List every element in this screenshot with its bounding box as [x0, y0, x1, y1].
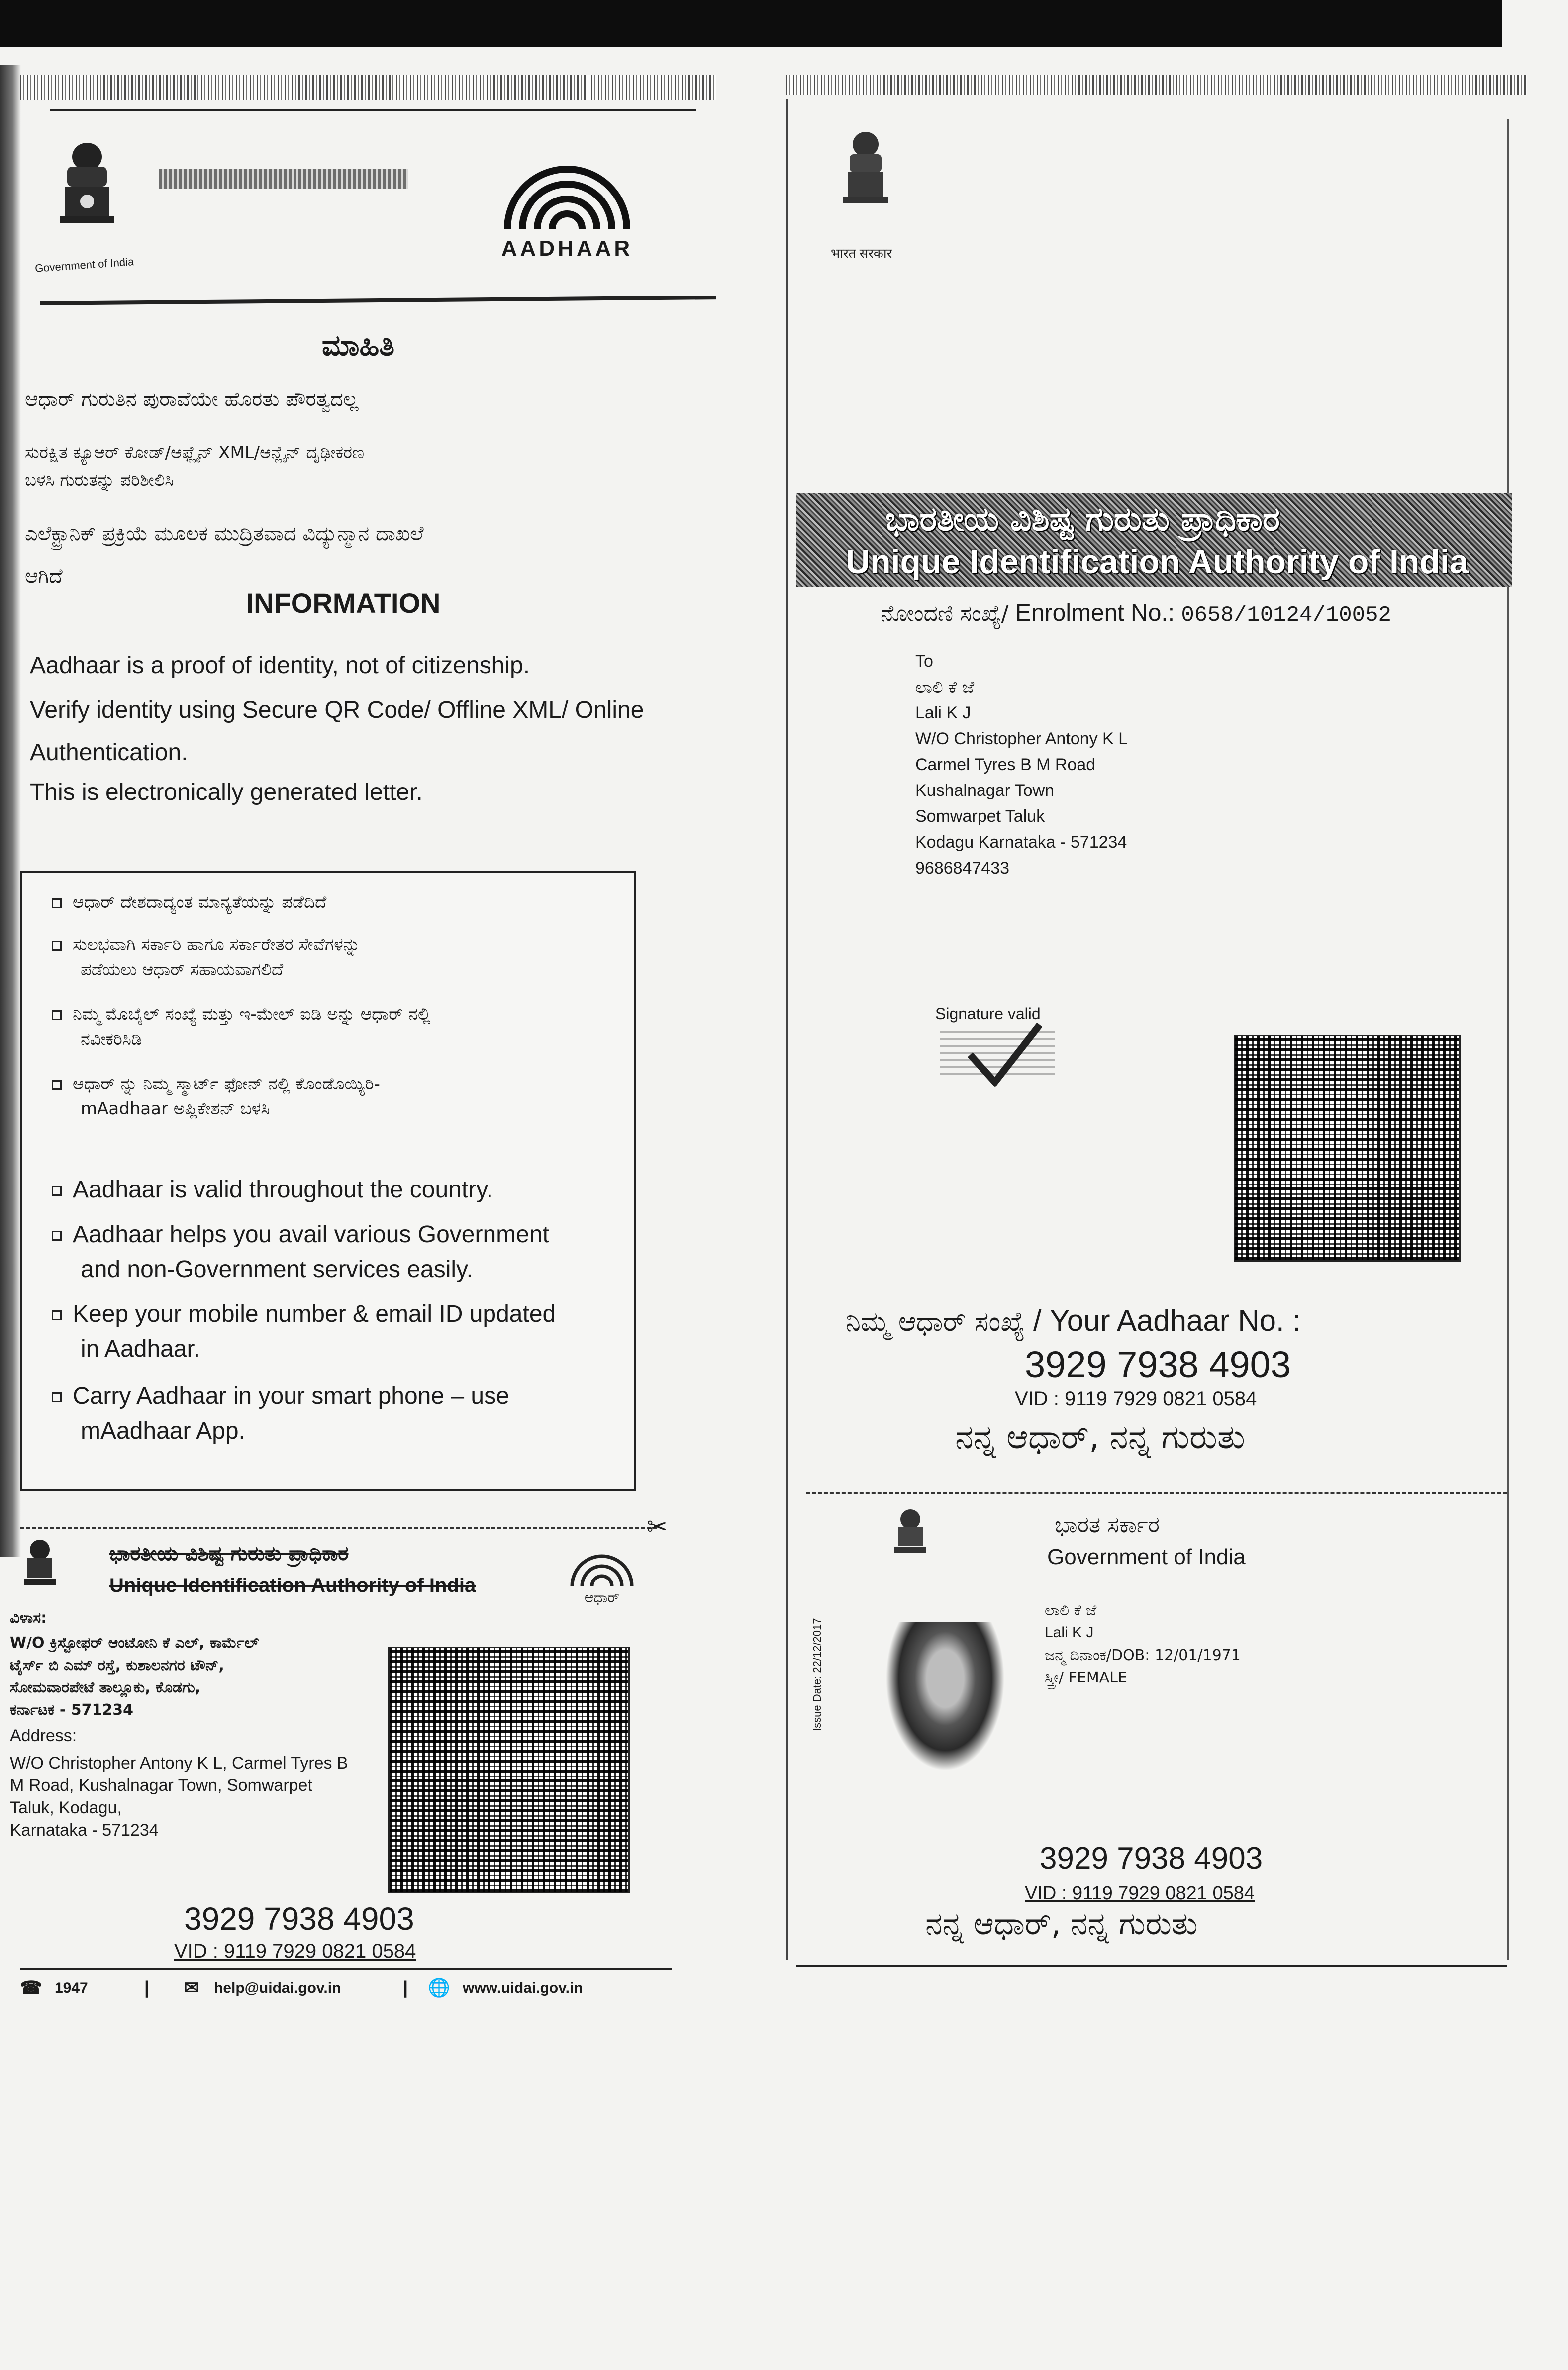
scan-top-border [0, 0, 1502, 47]
your-no-kannada: ನಿಮ್ಮ ಆಧಾರ್ ಸಂಖ್ಯೆ [846, 1306, 1025, 1337]
box-english-line: Aadhaar helps you avail various Government [73, 1221, 549, 1248]
government-of-india-label: Government of India [34, 255, 134, 275]
english-info-line: Aadhaar is a proof of identity, not of citizenship. [30, 652, 530, 679]
card-kannada-address-line: ಕರ್ನಾಟಕ - 571234 [10, 1701, 133, 1719]
box-kannada-line: ಆಧಾರ್ ನ್ನು ನಿಮ್ಮ ಸ್ಮಾರ್ಟ್ ಫೋನ್ ನಲ್ಲಿ ಕೊಂಡೊಯ್ಯಿರಿ- [73, 1074, 380, 1094]
holder-dob: ಜನ್ಮ ದಿನಾಂಕ/DOB: 12/01/1971 [1045, 1647, 1241, 1664]
cut-line [20, 1527, 657, 1529]
card-kannada-org: ಭಾರತೀಯ ವಿಶಿಷ್ಟ ಗುರುತು ಪ್ರಾಧಿಕಾರ [109, 1542, 349, 1565]
national-emblem-icon [50, 139, 124, 249]
card-kannada-address-line: W/O ಕ್ರಿಸ್ಟೋಫರ್ ಆಂಟೋನಿ ಕೆ ಎಲ್, ಕಾರ್ಮೆಲ್ [10, 1634, 259, 1652]
panel-divider [786, 99, 788, 1960]
english-info-line: This is electronically generated letter. [30, 779, 423, 805]
box-english-list [52, 1176, 624, 1475]
aadhaar-logo-text: AADHAAR [501, 236, 633, 261]
bullet-icon [52, 1186, 62, 1196]
aadhaar-benefits-box [20, 871, 636, 1491]
card-footer-rule [20, 1968, 672, 1970]
address-line: Lali K J [915, 703, 971, 722]
globe-icon: 🌐 [428, 1977, 450, 1998]
helpline-website: www.uidai.gov.in [463, 1980, 583, 1996]
header-divider [40, 296, 716, 305]
english-info-line: Authentication. [30, 739, 188, 766]
scissors-icon: ✂ [647, 1513, 668, 1541]
information-title: INFORMATION [246, 588, 441, 619]
card-aadhaar-logo [562, 1547, 642, 1606]
signature-label: Signature valid [935, 1005, 1041, 1023]
bullet-icon [52, 1231, 62, 1241]
right-cut-line [806, 1492, 1507, 1494]
right-edge-line [1507, 119, 1509, 1960]
address-line: ಲಾಲಿ ಕೆ ಜೆ [915, 678, 975, 697]
holder-gender: ಸ್ತ್ರೀ/ FEMALE [1045, 1669, 1127, 1686]
box-kannada-line: ಸುಲಭವಾಗಿ ಸರ್ಕಾರಿ ಹಾಗೂ ಸರ್ಕಾರೇತರ ಸೇವೆಗಳನ್ನು [73, 935, 361, 955]
kannada-title: ಮಾಹಿತಿ [321, 328, 395, 362]
aadhaar-logo [488, 159, 647, 259]
left-panel [10, 109, 716, 2010]
card-address-line: Taluk, Kodagu, [10, 1798, 122, 1817]
holder-photo [885, 1622, 1005, 1771]
box-kannada-line: mAadhaar ಅಪ್ಲಿಕೇಶನ್ ಬಳಸಿ [81, 1099, 270, 1119]
aadhaar-fingerprint-icon [488, 159, 647, 234]
card-vid: VID : 9119 7929 0821 0584 [174, 1940, 416, 1962]
bullet-icon [52, 898, 62, 908]
bullet-icon [52, 1080, 62, 1090]
uidai-banner [796, 493, 1512, 587]
card-english-address [10, 1726, 388, 1876]
letter-aadhaar-number: 3929 7938 4903 [1025, 1344, 1291, 1385]
separator: | [144, 1977, 150, 1998]
phone-icon: ☎ [20, 1977, 42, 1998]
card-kannada-address-line: ಸೋಮವಾರಪೇಟೆ ತಾಲ್ಲೂಕು, ಕೊಡಗು, [10, 1679, 201, 1696]
card-qr-code [388, 1647, 630, 1893]
kannada-info-line: ಸುರಕ್ಷಿತ ಕ್ಯೂಆರ್ ಕೋಡ್/ಆಫ್ಲೈನ್ XML/ಆನ್ಲೈನ್ ದೃಢೀಕರಣ [25, 443, 365, 463]
your-no-english: / Your Aadhaar No. : [1033, 1304, 1301, 1337]
address-line: Kushalnagar Town [915, 781, 1055, 800]
english-info-list [30, 652, 716, 811]
address-line: W/O Christopher Antony K L [915, 729, 1128, 748]
card-emblem-icon [20, 1537, 60, 1612]
holder-name: Lali K J [1045, 1624, 1094, 1641]
scan-left-shadow [0, 65, 21, 1557]
enrolment-line [881, 599, 1391, 628]
box-english-line: and non-Government services easily. [81, 1256, 473, 1283]
card-aadhaar-fingerprint-icon [565, 1547, 639, 1587]
letter-vid: VID : 9119 7929 0821 0584 [1015, 1388, 1257, 1410]
email-icon: ✉ [184, 1977, 199, 1998]
separator: | [403, 1977, 408, 1998]
kannada-info-line: ಆಧಾರ್ ಗುರುತಿನ ಪುರಾವೆಯೇ ಹೊರತು ಪೌರತ್ವದಲ್ಲ [25, 388, 359, 411]
your-aadhaar-no-label [846, 1303, 1301, 1338]
bullet-icon [52, 1310, 62, 1320]
card-address-label: Address: [10, 1726, 77, 1745]
address-line: 9686847433 [915, 859, 1010, 878]
banner-kannada: ಭಾರತೀಯ ವಿಶಿಷ್ಟ ಗುರುತು ಪ್ರಾಧಿಕಾರ [885, 500, 1280, 538]
emblem-caption: भारत सरकार [831, 246, 892, 261]
box-kannada-line: ನವೀಕರಿಸಿಡಿ [81, 1029, 142, 1049]
box-english-line: in Aadhaar. [81, 1336, 200, 1362]
box-english-line: Aadhaar is valid throughout the country. [73, 1177, 493, 1203]
address-line: Somwarpet Taluk [915, 807, 1045, 826]
bullet-icon [52, 1010, 62, 1020]
front-card-emblem-icon [890, 1507, 930, 1577]
right-panel [796, 99, 1512, 1980]
bullet-icon [52, 941, 62, 951]
box-english-line: mAadhaar App. [81, 1418, 245, 1444]
scan-noise-strip [20, 75, 716, 100]
helpline-email: help@uidai.gov.in [214, 1980, 341, 1996]
enrolment-kannada: ನೋಂದಣಿ ಸಂಖ್ಯೆ/ [881, 601, 1009, 626]
front-card-gov-kannada: ಭಾರತ ಸರ್ಕಾರ [1055, 1512, 1160, 1538]
card-english-org: Unique Identification Authority of India [109, 1575, 476, 1596]
box-kannada-list [52, 892, 624, 1141]
bullet-icon [52, 1392, 62, 1402]
holder-name-kannada: ಲಾಲಿ ಕೆ ಜೆ [1045, 1602, 1097, 1619]
helpline-number: 1947 [55, 1980, 88, 1996]
address-line: Kodagu Karnataka - 571234 [915, 833, 1127, 852]
kannada-info-list [25, 388, 711, 687]
enrolment-number: 0658/10124/10052 [1181, 603, 1391, 628]
card-address-line: Karnataka - 571234 [10, 1821, 159, 1840]
blurred-header-text [159, 169, 408, 189]
kannada-info-line: ಎಲೆಕ್ಟ್ರಾನಿಕ್ ಪ್ರಕ್ರಿಯೆ ಮೂಲಕ ಮುದ್ರಿತವಾದ ವಿದ್ಯುನ್ಮಾನ ದಾಖಲೆ [25, 522, 424, 545]
card-kannada-address-line: ಟೈರ್ಸ್ ಬಿ ಎಮ್ ರಸ್ತೆ, ಕುಶಾಲನಗರ ಟೌನ್, [10, 1657, 224, 1674]
front-card-bottom-rule [796, 1965, 1507, 1967]
scan-noise-strip-right [786, 75, 1527, 95]
letter-qr-code [1234, 1035, 1461, 1262]
signature-checkmark-icon [965, 1020, 1045, 1092]
card-logo-text: ಆಧಾರ್ [584, 1589, 620, 1606]
enrolment-label: Enrolment No.: [1015, 600, 1175, 626]
english-info-line: Verify identity using Secure QR Code/ Offline XML/ Online [30, 697, 644, 723]
card-footer [20, 1975, 672, 2005]
box-kannada-line: ಆಧಾರ್ ದೇಶದಾದ್ಯಂತ ಮಾನ್ಯತೆಯನ್ನು ಪಡೆದಿದೆ [73, 892, 327, 912]
recipient-address [915, 652, 1313, 910]
front-card-aadhaar-number: 3929 7938 4903 [1040, 1841, 1263, 1876]
card-aadhaar-number: 3929 7938 4903 [184, 1901, 414, 1937]
front-card-gov-english: Government of India [1047, 1545, 1246, 1569]
top-rule [50, 109, 696, 111]
issue-date: Issue Date: 22/12/2017 [811, 1618, 823, 1731]
box-english-line: Carry Aadhaar in your smart phone – use [73, 1383, 509, 1409]
front-card-details [1045, 1602, 1393, 1726]
address-line: To [915, 652, 933, 671]
kannada-info-line: ಬಳಸಿ ಗುರುತನ್ನು ಪರಿಶೀಲಿಸಿ [25, 470, 174, 490]
banner-english: Unique Identification Authority of India [846, 543, 1469, 581]
kannada-info-line: ಆಗಿದೆ [25, 565, 63, 588]
address-line: Carmel Tyres B M Road [915, 755, 1096, 774]
box-kannada-line: ನಿಮ್ಮ ಮೊಬೈಲ್ ಸಂಖ್ಯೆ ಮತ್ತು ಇ-ಮೇಲ್ ಐಡಿ ಅನ್ನು ಆಧಾರ್ ನಲ್ಲಿ [73, 1004, 431, 1024]
box-kannada-line: ಪಡೆಯಲು ಆಧಾರ್ ಸಹಾಯವಾಗಲಿದೆ [81, 960, 284, 980]
right-emblem-icon [836, 129, 895, 219]
front-card-tagline: ನನ್ನ ಆಧಾರ್, ನನ್ನ ಗುರುತು [925, 1905, 1198, 1942]
front-card-vid: VID : 9119 7929 0821 0584 [1025, 1883, 1255, 1904]
box-english-line: Keep your mobile number & email ID updated [73, 1301, 556, 1327]
card-address-line: W/O Christopher Antony K L, Carmel Tyres B [10, 1754, 348, 1773]
card-kannada-address-label: ವಿಳಾಸ: [10, 1609, 47, 1627]
letter-tagline: ನನ್ನ ಆಧಾರ್, ನನ್ನ ಗುರುತು [955, 1418, 1245, 1456]
card-address-line: M Road, Kushalnagar Town, Somwarpet [10, 1776, 312, 1795]
